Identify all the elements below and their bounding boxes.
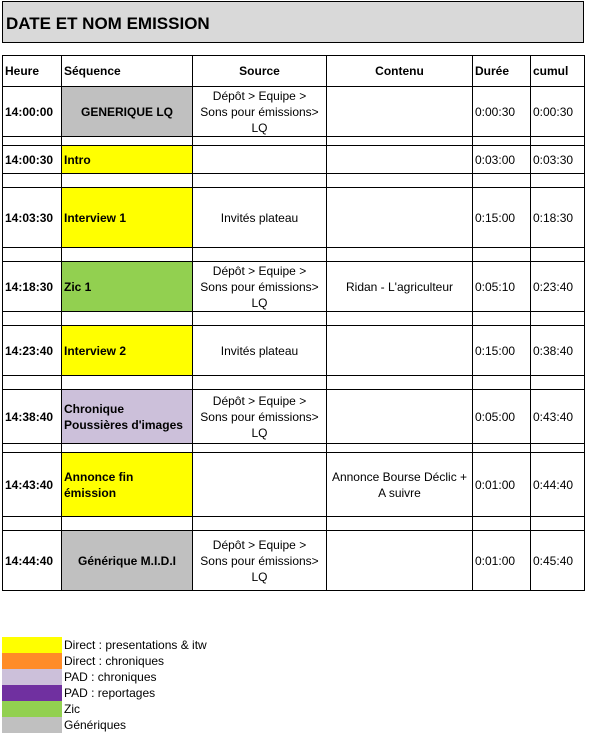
table-row: [3, 531, 585, 591]
cell-cumul: 0:03:30: [531, 146, 585, 174]
cell-source: [193, 390, 327, 444]
cell-sequence-line: Intro: [64, 152, 91, 167]
cell-heure: 14:44:40: [3, 531, 62, 591]
cell-heure: 14:38:40: [3, 390, 62, 444]
cell-source-line: Dépôt > Equipe >: [212, 263, 307, 278]
cell-contenu: [327, 87, 473, 137]
spacer-cell: [62, 376, 193, 390]
cell-cumul: 0:45:40: [531, 531, 585, 591]
spacer-cell: [193, 517, 327, 531]
legend-swatch: [2, 717, 62, 733]
cell-source: [193, 531, 327, 591]
spacer-cell: [327, 376, 473, 390]
cell-duree: 0:03:00: [473, 146, 531, 174]
cell-cumul: 0:38:40: [531, 326, 585, 376]
table-row: [3, 326, 585, 376]
spacer-cell: [3, 517, 62, 531]
spacer-row: [3, 312, 585, 326]
col-header-duree: Durée: [473, 56, 531, 87]
spacer-cell: [327, 174, 473, 188]
spacer-cell: [327, 517, 473, 531]
col-header-sequence: Séquence: [62, 56, 193, 87]
cell-source: [193, 262, 327, 312]
cell-source-line: Dépôt > Equipe >: [212, 393, 307, 408]
cell-contenu-line: A suivre: [378, 485, 421, 500]
spacer-row: [3, 444, 585, 453]
cell-cumul: 0:00:30: [531, 87, 585, 137]
cell-duree: 0:05:00: [473, 390, 531, 444]
col-header-heure: Heure: [3, 56, 62, 87]
cell-heure: 14:23:40: [3, 326, 62, 376]
cell-source: [193, 188, 327, 248]
spacer-row: [3, 137, 585, 146]
legend-label: Génériques: [64, 718, 127, 732]
cell-sequence: [62, 453, 193, 517]
spacer-cell: [531, 137, 585, 146]
spacer-cell: [62, 248, 193, 262]
col-header-source: Source: [193, 56, 327, 87]
cell-contenu: [327, 453, 473, 517]
legend-item: [2, 685, 302, 701]
rundown-table: [2, 55, 585, 591]
spacer-cell: [327, 137, 473, 146]
cell-duree: 0:00:30: [473, 87, 531, 137]
spacer-cell: [473, 312, 531, 326]
spacer-cell: [3, 137, 62, 146]
cell-contenu: [327, 326, 473, 376]
table-row: [3, 262, 585, 312]
header-row: [3, 56, 585, 87]
cell-contenu: [327, 262, 473, 312]
spacer-cell: [62, 444, 193, 453]
spacer-cell: [193, 174, 327, 188]
spacer-cell: [531, 444, 585, 453]
cell-source: [193, 326, 327, 376]
spacer-row: [3, 248, 585, 262]
cell-contenu-line: Ridan - L'agriculteur: [345, 279, 453, 294]
cell-source-line: LQ: [251, 295, 268, 310]
spacer-cell: [193, 137, 327, 146]
legend-swatch: [2, 653, 62, 669]
cell-heure: 14:00:00: [3, 87, 62, 137]
legend-item: [2, 653, 302, 669]
legend-swatch: [2, 685, 62, 701]
spacer-cell: [193, 444, 327, 453]
cell-duree: 0:15:00: [473, 188, 531, 248]
cell-source-line: Dépôt > Equipe >: [212, 88, 307, 103]
col-header-cumul: cumul: [531, 56, 585, 87]
cell-contenu: [327, 188, 473, 248]
cell-source-line: Dépôt > Equipe >: [212, 537, 307, 552]
spacer-cell: [531, 517, 585, 531]
legend-item: [2, 669, 302, 685]
cell-sequence-line: Générique M.I.D.I: [77, 553, 176, 568]
cell-source: [193, 87, 327, 137]
table-row: [3, 453, 585, 517]
cell-duree: 0:01:00: [473, 453, 531, 517]
cell-sequence: [62, 146, 193, 174]
cell-duree: 0:01:00: [473, 531, 531, 591]
spacer-cell: [327, 312, 473, 326]
legend-label: PAD : reportages: [64, 686, 156, 700]
spacer-cell: [3, 376, 62, 390]
cell-source-line: Sons pour émissions>: [200, 553, 319, 568]
spacer-cell: [193, 312, 327, 326]
page-title: DATE ET NOM EMISSION: [2, 1, 584, 43]
legend-item: [2, 717, 302, 733]
cell-contenu: [327, 531, 473, 591]
legend-label: Zic: [64, 702, 80, 716]
cell-heure: 14:00:30: [3, 146, 62, 174]
spacer-cell: [327, 444, 473, 453]
table-row: [3, 146, 585, 174]
cell-contenu-line: Annonce Bourse Déclic +: [331, 469, 468, 484]
cell-source-line: Invités plateau: [220, 343, 299, 358]
cell-heure: 14:03:30: [3, 188, 62, 248]
spacer-cell: [531, 174, 585, 188]
cell-source-line: Sons pour émissions>: [200, 279, 319, 294]
legend-swatch: [2, 637, 62, 653]
cell-duree: 0:15:00: [473, 326, 531, 376]
table-row: [3, 390, 585, 444]
spacer-cell: [62, 174, 193, 188]
cell-source-line: Sons pour émissions>: [200, 104, 319, 119]
cell-source-line: Invités plateau: [220, 210, 299, 225]
spacer-cell: [531, 312, 585, 326]
spacer-cell: [473, 174, 531, 188]
cell-sequence-line: Annonce fin: [64, 469, 134, 484]
cell-sequence: [62, 188, 193, 248]
spacer-row: [3, 517, 585, 531]
cell-cumul: 0:43:40: [531, 390, 585, 444]
cell-sequence-line: Chronique: [64, 401, 124, 416]
cell-sequence: [62, 326, 193, 376]
spacer-cell: [531, 248, 585, 262]
cell-contenu: [327, 390, 473, 444]
cell-sequence-line: Interview 2: [64, 343, 127, 358]
spacer-cell: [3, 312, 62, 326]
spacer-cell: [473, 248, 531, 262]
cell-sequence-line: Poussières d'images: [64, 417, 183, 432]
cell-heure: 14:18:30: [3, 262, 62, 312]
legend-item: [2, 637, 302, 653]
spacer-cell: [62, 312, 193, 326]
spacer-cell: [473, 376, 531, 390]
cell-sequence: [62, 390, 193, 444]
legend-swatch: [2, 701, 62, 717]
cell-source-line: LQ: [251, 425, 268, 440]
col-header-contenu: Contenu: [327, 56, 473, 87]
spacer-cell: [193, 376, 327, 390]
cell-source-line: Sons pour émissions>: [200, 409, 319, 424]
table-body: [3, 87, 585, 591]
cell-sequence-line: émission: [64, 485, 117, 500]
cell-sequence-line: Interview 1: [64, 210, 127, 225]
spacer-cell: [473, 137, 531, 146]
cell-cumul: 0:18:30: [531, 188, 585, 248]
spacer-cell: [473, 517, 531, 531]
spacer-cell: [327, 248, 473, 262]
spacer-cell: [473, 444, 531, 453]
legend-swatch: [2, 669, 62, 685]
cell-sequence: [62, 87, 193, 137]
cell-cumul: 0:23:40: [531, 262, 585, 312]
table-row: [3, 188, 585, 248]
spacer-cell: [62, 517, 193, 531]
spacer-cell: [3, 248, 62, 262]
legend-label: Direct : presentations & itw: [64, 638, 207, 652]
cell-source-line: LQ: [251, 120, 268, 135]
cell-source-line: LQ: [251, 569, 268, 584]
cell-duree: 0:05:10: [473, 262, 531, 312]
table-row: [3, 87, 585, 137]
spacer-cell: [193, 248, 327, 262]
cell-sequence: [62, 531, 193, 591]
spacer-cell: [3, 174, 62, 188]
cell-sequence-line: GENERIQUE LQ: [80, 104, 173, 119]
cell-sequence: [62, 262, 193, 312]
legend-label: Direct : chroniques: [64, 654, 165, 668]
cell-contenu: [327, 146, 473, 174]
cell-heure: 14:43:40: [3, 453, 62, 517]
color-legend: [2, 637, 302, 733]
cell-source: [193, 453, 327, 517]
spacer-cell: [3, 444, 62, 453]
cell-source: [193, 146, 327, 174]
legend-item: [2, 701, 302, 717]
legend-label: PAD : chroniques: [64, 670, 157, 684]
spacer-cell: [62, 137, 193, 146]
spacer-row: [3, 376, 585, 390]
spacer-row: [3, 174, 585, 188]
cell-sequence-line: Zic 1: [64, 279, 92, 294]
spacer-cell: [531, 376, 585, 390]
cell-cumul: 0:44:40: [531, 453, 585, 517]
